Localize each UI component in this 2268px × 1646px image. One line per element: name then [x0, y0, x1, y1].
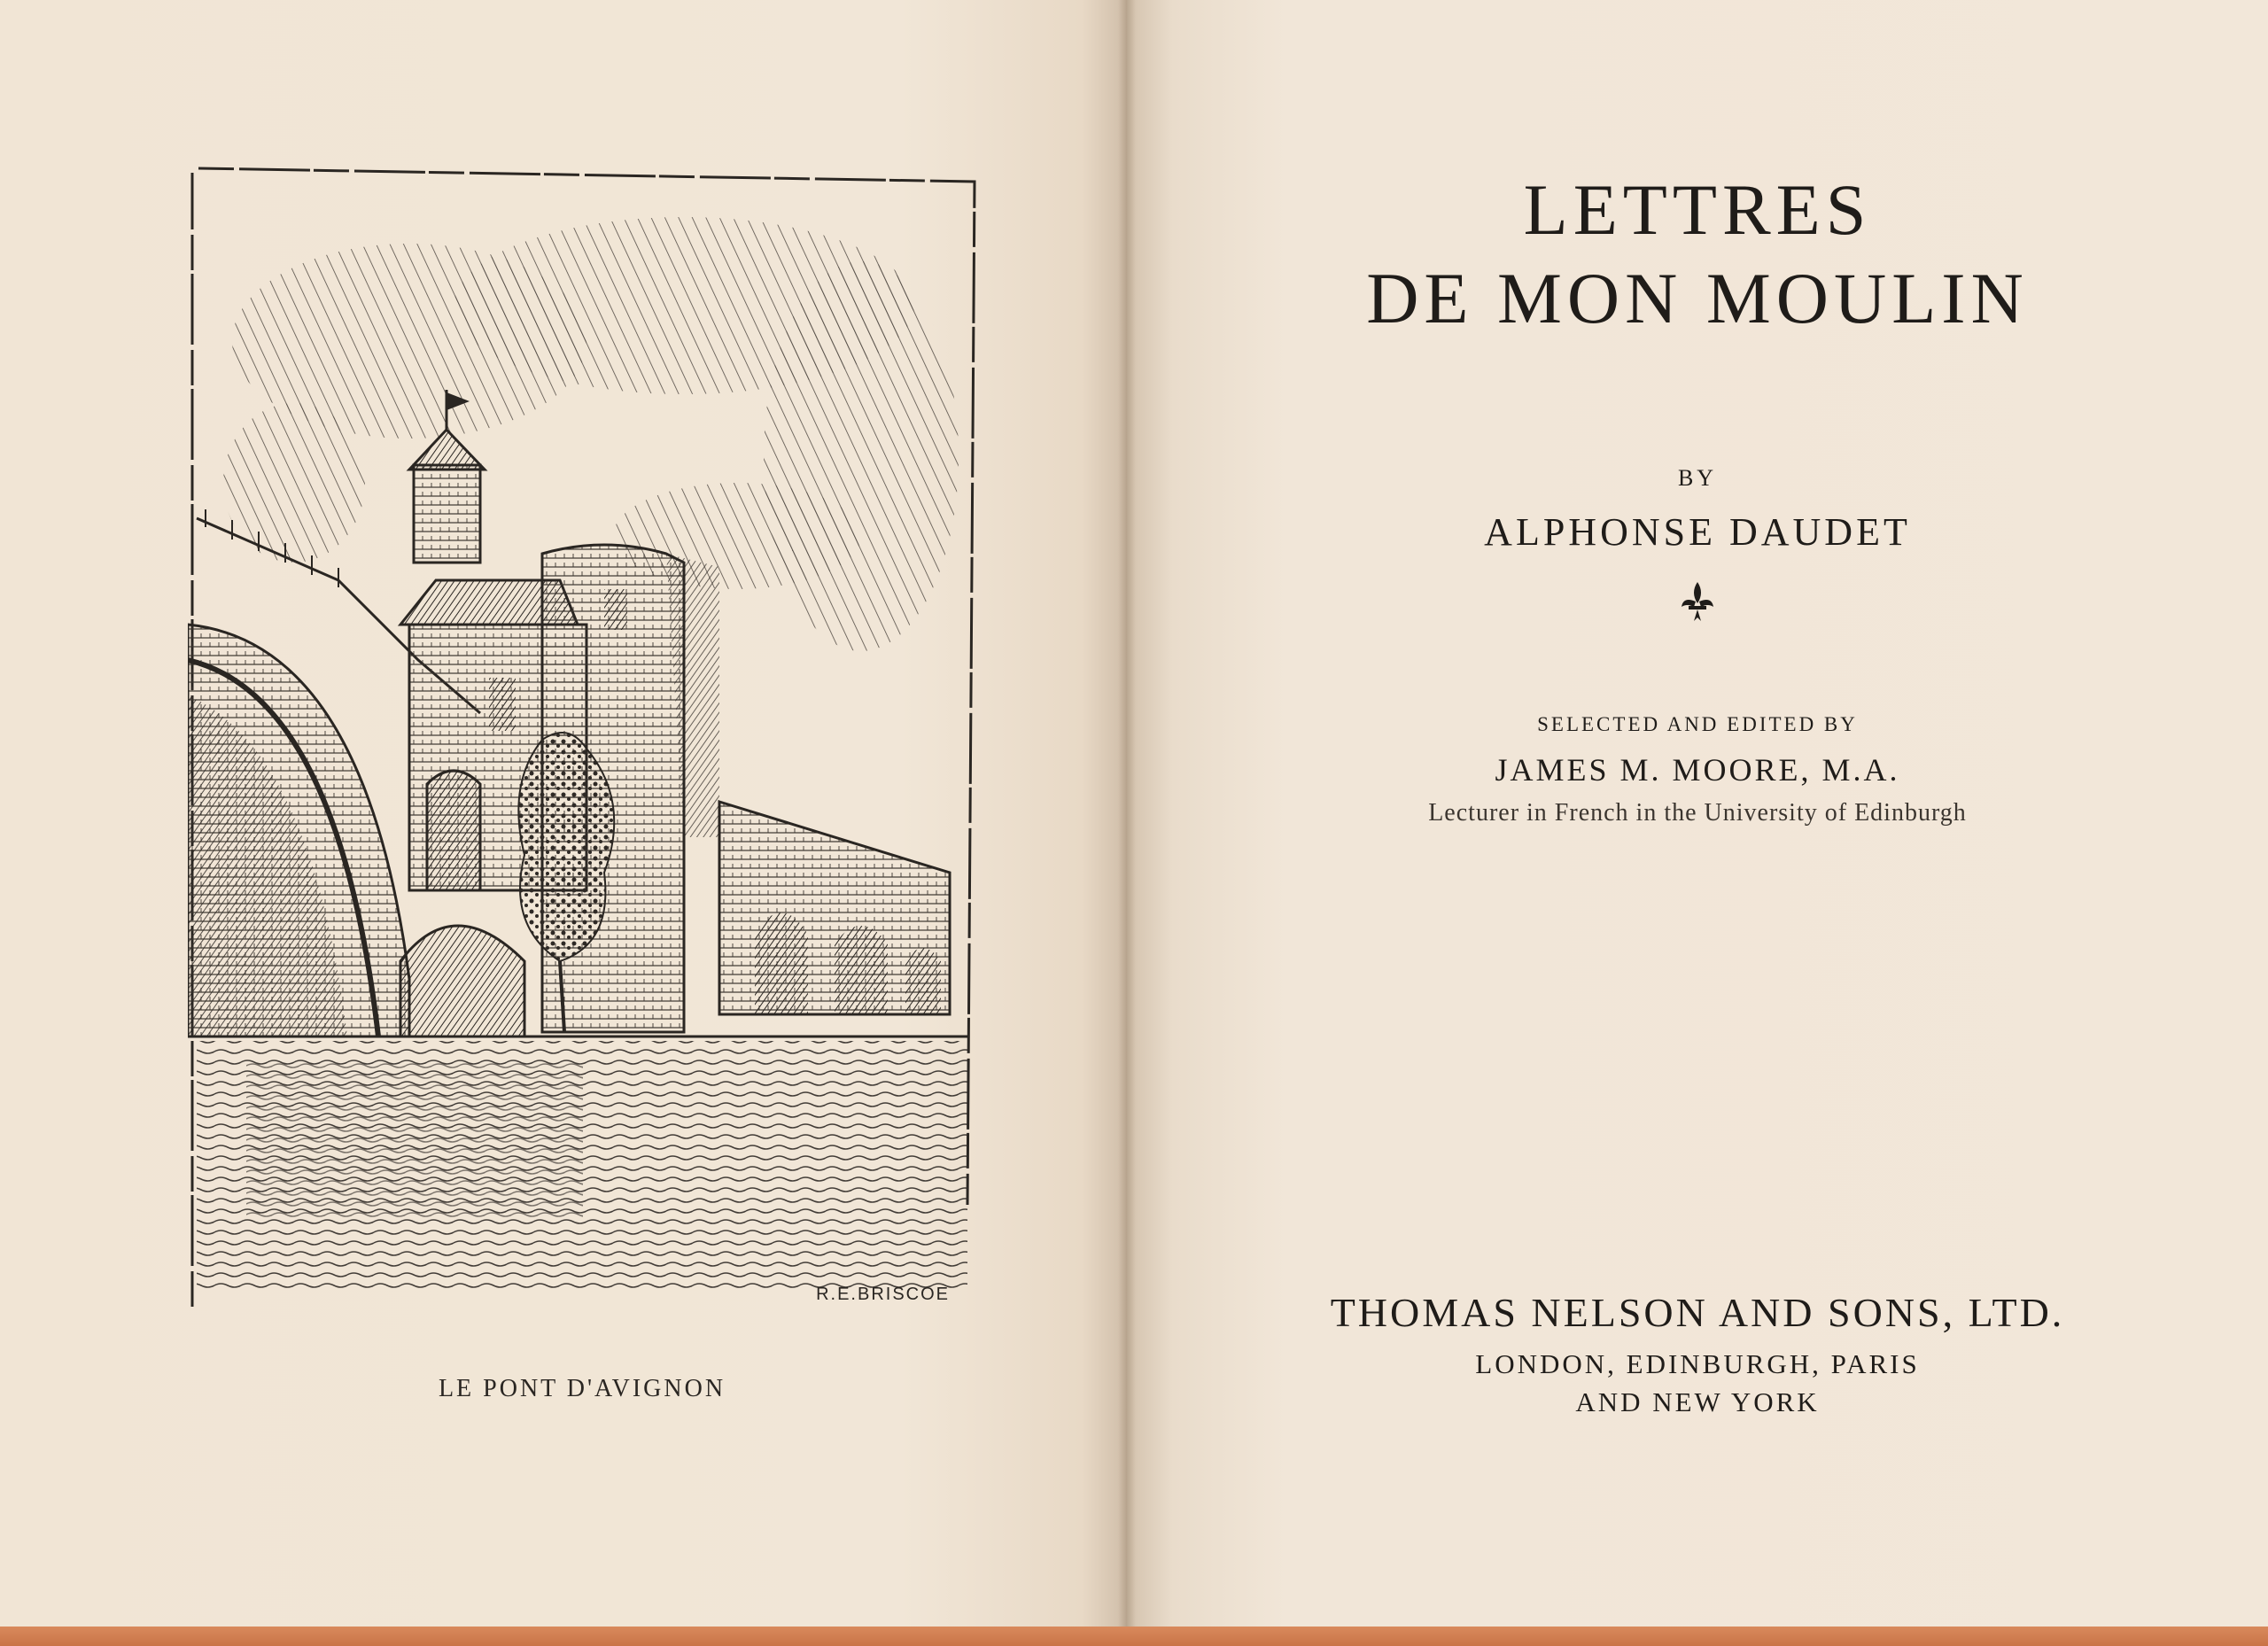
title-line-2: DE MON MOULIN — [1366, 258, 2029, 338]
publisher-places-line-1: LONDON, EDINBURGH, PARIS — [1475, 1348, 1920, 1379]
author-name: ALPHONSE DAUDET — [1484, 510, 1911, 554]
frontispiece-illustration — [188, 164, 976, 1316]
publisher-name: THOMAS NELSON AND SONS, LTD. — [1330, 1290, 2065, 1335]
fleur-de-lis-icon — [1127, 580, 2268, 627]
publisher-places-line-2: AND NEW YORK — [1575, 1386, 1820, 1417]
illustration-caption: LE PONT D'AVIGNON — [438, 1375, 726, 1402]
right-page — [1127, 0, 2268, 1627]
book-gutter — [1118, 0, 1136, 1627]
by-label: BY — [1677, 465, 1718, 491]
bridge-illustration — [188, 164, 976, 1316]
cover-edge — [0, 1627, 2268, 1646]
editor-title: Lecturer in French in the University of Edinburgh — [1428, 799, 1967, 827]
editor-name: JAMES M. MOORE, M.A. — [1495, 752, 1900, 788]
artist-signature: R.E.BRISCOE — [816, 1285, 950, 1304]
selected-by-label: SELECTED AND EDITED BY — [1537, 713, 1858, 735]
left-page — [0, 0, 1127, 1627]
title-line-1: LETTRES — [1523, 169, 1872, 250]
